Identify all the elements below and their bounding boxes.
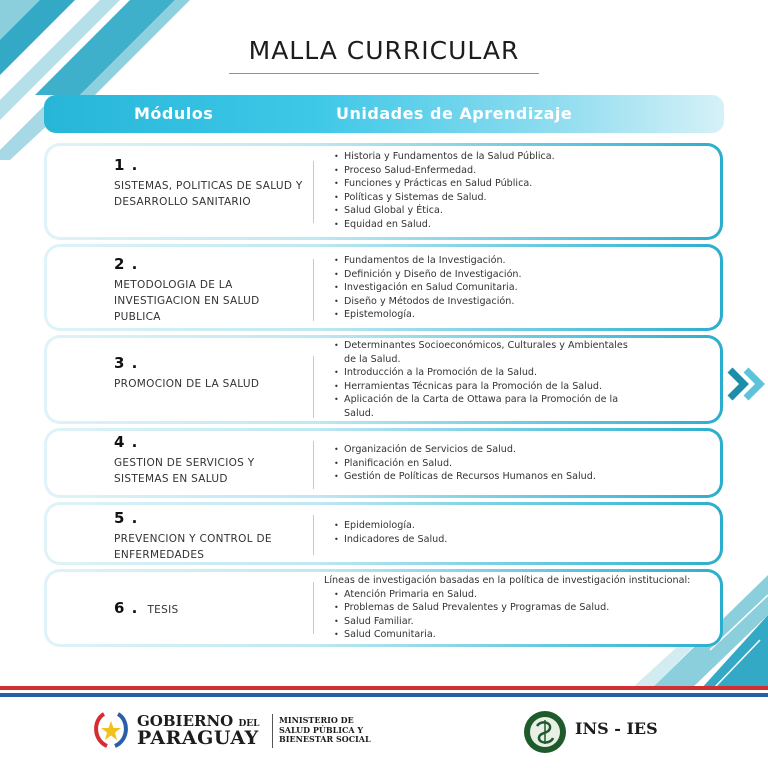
units-list [331,150,721,232]
double-chevron-right-icon [726,366,768,402]
unit-item: • Organización de Servicios de Salud. [331,443,721,457]
ins-seal-icon [523,710,567,754]
unit-item: • Definición y Diseño de Investigación. [331,268,721,282]
unit-item: • Atención Primaria en Salud. [331,588,726,602]
ministry-line2: SALUD PÚBLICA Y [279,724,364,735]
header-modules: Módulos [134,104,214,123]
unit-item: • Diseño y Métodos de Investigación. [331,295,721,309]
ministry-line1: MINISTERIO DE [279,715,354,725]
units-list [331,339,641,421]
column-divider [313,582,314,634]
module-row-5 [44,502,723,565]
unit-item: • Aplicación de la Carta de Ottawa para la Promoción de la Salud. [331,393,641,420]
unit-item: • Problemas de Salud Prevalentes y Programas de Salud. [331,601,726,615]
unit-item: • Epidemiología. [331,519,721,533]
table-header [44,95,724,133]
unit-item: • Determinantes Socioeconómicos, Culturales y Ambientales de la Salud. [331,339,641,366]
unit-item: • Políticas y Sistemas de Salud. [331,191,721,205]
unit-item: • Fundamentos de la Investigación. [331,254,721,268]
gov-del: DEL [238,719,260,729]
module-number: 3 . [114,354,139,372]
column-divider [313,441,314,489]
unit-item: • Salud Comunitaria. [331,628,726,642]
module-name: PREVENCION Y CONTROL DE ENFERMEDADES [114,533,272,561]
gov-line1: GOBIERNO [137,712,234,730]
column-divider [313,515,314,555]
module-number: 6 . [114,599,139,617]
logo-separator [272,714,273,748]
unit-item: • Epistemología. [331,308,721,322]
unit-item: • Herramientas Técnicas para la Promoción de la Salud. [331,380,641,394]
page-title: MALLA CURRICULAR [248,36,520,65]
tesis-intro: Líneas de investigación basadas en la política de investigación institucional: [324,575,691,586]
column-divider [313,161,314,223]
module-number: 4 . [114,433,139,451]
title-underline [229,73,539,74]
paraguay-coat-of-arms-icon [90,710,132,750]
unit-item: • Introducción a la Promoción de la Salud. [331,366,641,380]
flag-stripe-blue [0,693,768,697]
gov-line2: PARAGUAY [137,727,259,749]
units-list [331,443,721,484]
units-list [331,254,721,322]
module-name: PROMOCION DE LA SALUD [114,378,260,390]
unit-item: • Funciones y Prácticas en Salud Pública. [331,177,721,191]
unit-item: • Indicadores de Salud. [331,533,721,547]
module-name: GESTION DE SERVICIOS Y SISTEMAS EN SALUD [114,457,255,485]
module-row-2 [44,244,723,331]
unit-item: • Planificación en Salud. [331,457,721,471]
unit-item: • Salud Global y Ética. [331,204,721,218]
unit-item: • Gestión de Políticas de Recursos Humanos en Salud. [331,470,721,484]
module-row-6 [44,569,723,647]
module-row-1 [44,143,723,240]
unit-item: • Equidad en Salud. [331,218,721,232]
module-number: 5 . [114,509,139,527]
column-divider [313,356,314,418]
module-name: TESIS [147,604,179,616]
module-number: 1 . [114,156,139,174]
unit-item: • Investigación en Salud Comunitaria. [331,281,721,295]
units-list [326,574,726,642]
module-row-3 [44,335,723,424]
unit-item: • Historia y Fundamentos de la Salud Pública. [331,150,721,164]
column-divider [313,259,314,321]
module-name: METODOLOGIA DE LA INVESTIGACION EN SALUD PUBLICA [114,279,260,323]
unit-item: • Salud Familiar. [331,615,726,629]
header-units: Unidades de Aprendizaje [336,104,573,123]
module-number: 2 . [114,255,139,273]
units-list [331,519,721,546]
module-row-4 [44,428,723,498]
ins-label: INS - IES [575,719,658,738]
decorative-stripes-top-left [0,0,190,160]
unit-item: • Proceso Salud-Enfermedad. [331,164,721,178]
ministry-line3: BIENESTAR SOCIAL [279,734,371,744]
module-name: SISTEMAS, POLITICAS DE SALUD Y DESARROLLO SANITARIO [114,180,303,208]
